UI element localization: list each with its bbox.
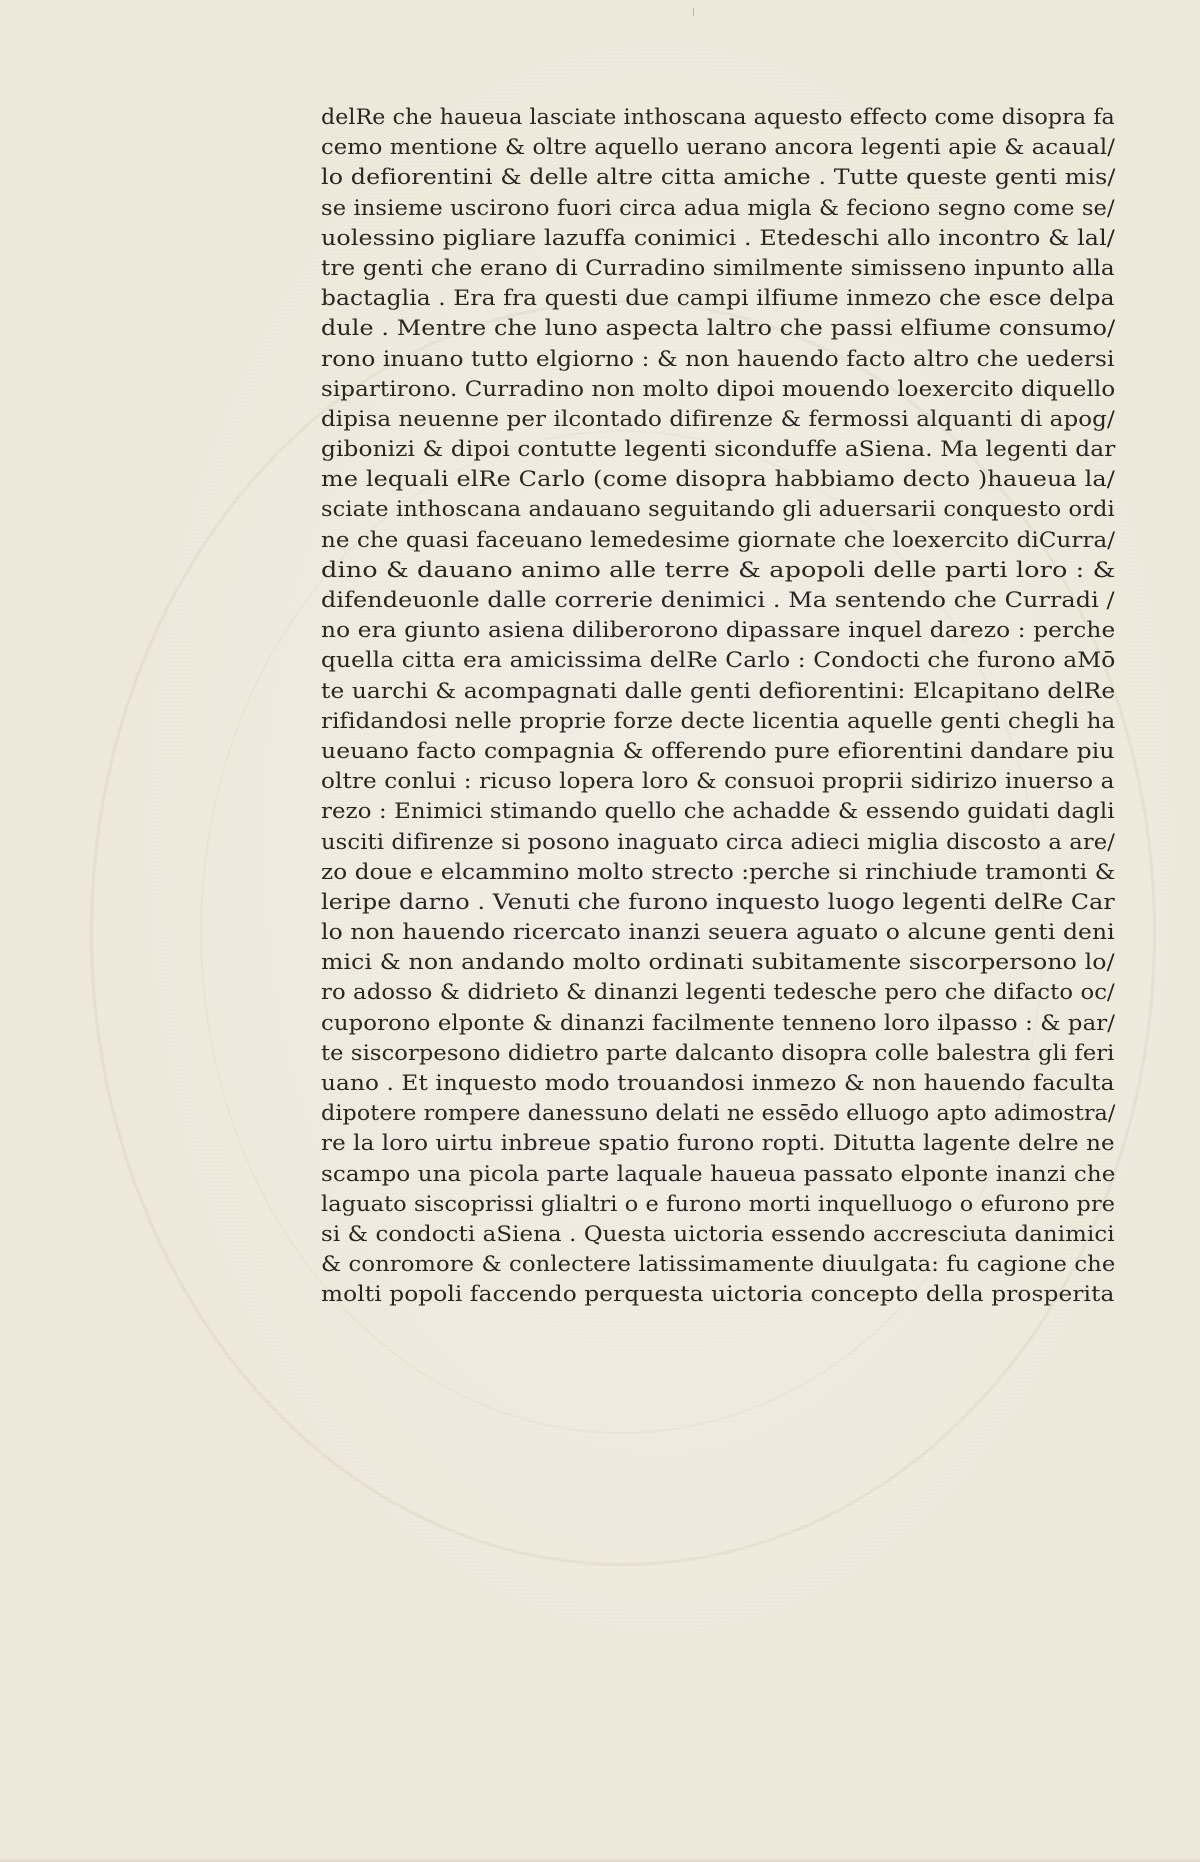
text-line: delRe che haueua lasciate inthoscana aquesto effecto come disopra fa	[321, 105, 1115, 130]
text-line: ne che quasi faceuano lemedesime giornate che loexercito diCurra/	[321, 527, 1116, 553]
text-line: se insieme uscirono fuori circa adua migla & feciono segno come se/	[321, 195, 1115, 221]
text-line: zo doue e elcammino molto strecto :perche si rinchiude tramonti &	[321, 859, 1116, 885]
text-line: quella citta era amicissima delRe Carlo : Condocti che furono aMō	[321, 648, 1116, 674]
text-line: leripe darno . Venuti che furono inquesto luogo legenti delRe Car	[321, 889, 1115, 915]
text-block	[321, 103, 1115, 1311]
text-line: cemo mentione & oltre aquello uerano ancora legenti apie & acaual/	[321, 135, 1115, 161]
text-line: sipartirono. Curradino non molto dipoi mouendo loexercito diquello	[321, 376, 1116, 402]
text-line: rezo : Enimici stimando quello che achadde & essendo guidati dagli	[321, 799, 1115, 825]
text-line: te siscorpesono didietro parte dalcanto disopra colle balestra gli feri	[321, 1040, 1115, 1066]
gutter-mark	[693, 8, 694, 16]
text-line: oltre conlui : ricuso lopera loro & consuoi proprii sidirizo inuerso a	[321, 769, 1115, 795]
text-line: rifidandosi nelle proprie forze decte licentia aquelle genti chegli ha	[321, 708, 1116, 734]
text-line: usciti difirenze si posono inaguato circa adieci miglia discosto a are/	[321, 829, 1116, 855]
text-line: cuporono elponte & dinanzi facilmente tenneno loro ilpasso : & par/	[321, 1010, 1116, 1036]
text-line: dipotere rompere danessuno delati ne essēdo elluogo apto adimostra/	[321, 1101, 1116, 1127]
text-line: lo defiorentini & delle altre citta amiche . Tutte queste genti mis/	[321, 165, 1116, 191]
text-line: laguato siscoprissi glialtri o e furono morti inquelluogo o efurono pre	[321, 1191, 1116, 1217]
text-line: re la loro uirtu inbreue spatio furono ropti. Ditutta lagente delre ne	[321, 1131, 1115, 1157]
text-line: molti popoli faccendo perquesta uictoria concepto della prosperita	[321, 1282, 1115, 1308]
text-line: & conromore & conlectere latissimamente diuulgata: fu cagione che	[321, 1252, 1116, 1278]
text-line: scampo una picola parte laquale haueua passato elponte inanzi che	[321, 1161, 1116, 1187]
text-line: rono inuano tutto elgiorno : & non hauendo facto altro che uedersi	[321, 346, 1115, 372]
text-line: mici & non andando molto ordinati subitamente siscorpersono lo/	[321, 950, 1115, 976]
text-line: si & condocti aSiena . Questa uictoria essendo accresciuta danimici	[321, 1221, 1115, 1247]
text-line: dino & dauano animo alle terre & apopoli delle parti loro : &	[321, 557, 1116, 583]
text-line: bactaglia . Era fra questi due campi ilfiume inmezo che esce delpa	[321, 286, 1115, 312]
text-line: dipisa neuenne per ilcontado difirenze & fermossi alquanti di apog/	[321, 406, 1115, 432]
text-line: sciate inthoscana andauano seguitando gli aduersarii conquesto ordi	[321, 497, 1115, 523]
text-line: no era giunto asiena diliberorono dipassare inquel darezo : perche	[321, 618, 1116, 644]
text-line: uolessino pigliare lazuffa conimici . Etedeschi allo incontro & lal/	[321, 225, 1115, 251]
text-line: uano . Et inquesto modo trouandosi inmezo & non hauendo faculta	[321, 1071, 1115, 1096]
text-line: tre genti che erano di Curradino similmente simisseno inpunto alla	[321, 255, 1115, 281]
text-line: ueuano facto compagnia & offerendo pure efiorentini dandare piu	[321, 738, 1115, 764]
text-line: te uarchi & acompagnati dalle genti defiorentini: Elcapitano delRe	[321, 678, 1116, 704]
text-line: dule . Mentre che luno aspecta laltro che passi elfiume consumo/	[321, 316, 1116, 342]
text-line: gibonizi & dipoi contutte legenti siconduffe aSiena. Ma legenti dar	[321, 437, 1116, 463]
text-line: me lequali elRe Carlo (come disopra habbiamo decto )haueua la/	[321, 467, 1115, 493]
text-line: lo non hauendo ricercato inanzi seuera aguato o alcune genti deni	[321, 920, 1115, 946]
text-line: ro adosso & didrieto & dinanzi legenti tedesche pero che difacto oc/	[321, 980, 1115, 1006]
text-line: difendeuonle dalle correrie denimici . Ma sentendo che Curradi /	[321, 588, 1115, 613]
